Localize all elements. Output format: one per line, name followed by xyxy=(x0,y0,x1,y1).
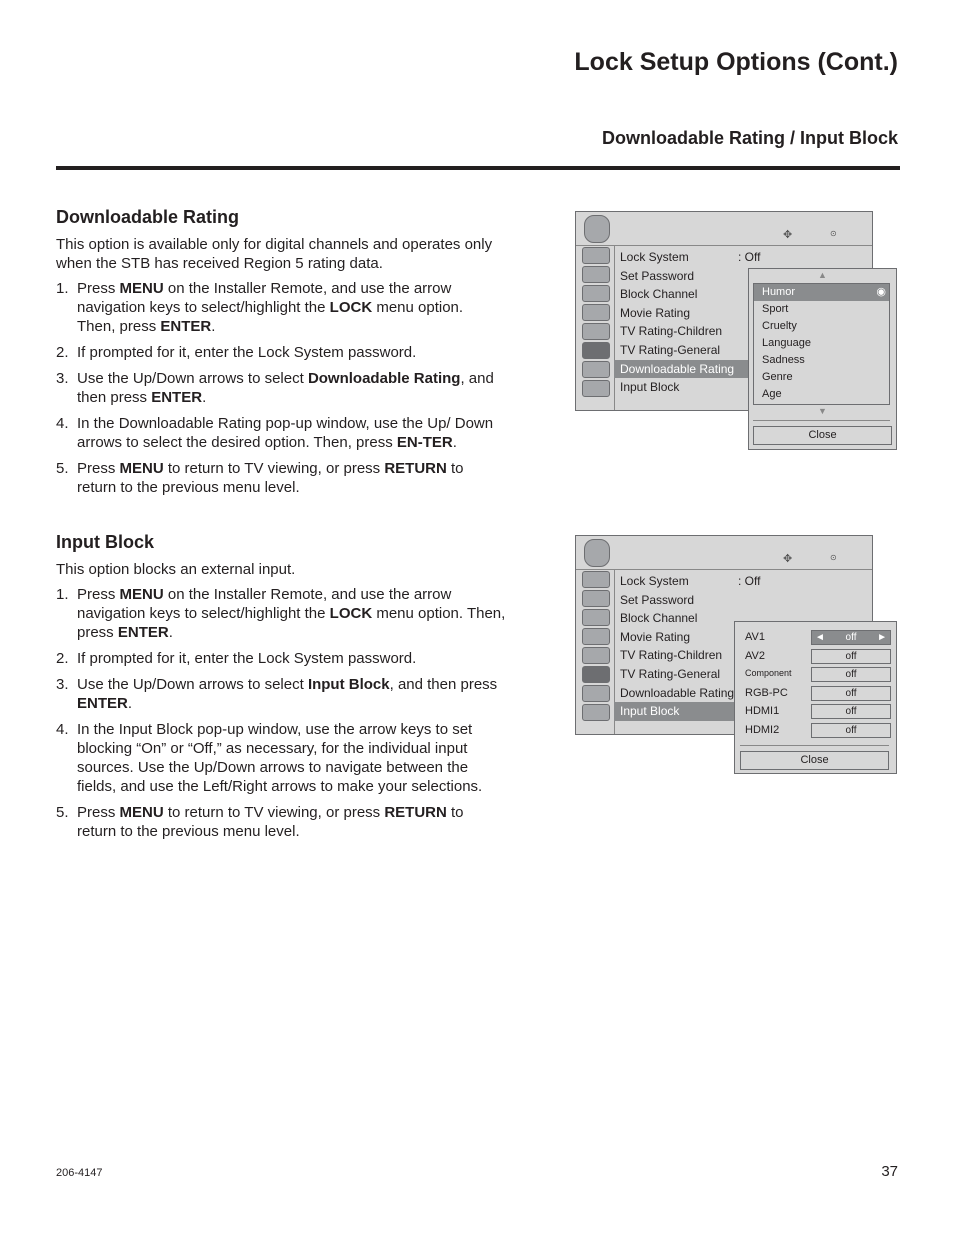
step-keyword: RETURN xyxy=(384,460,447,477)
installer-icon[interactable] xyxy=(582,704,610,721)
downloadable-rating-popup xyxy=(748,268,897,450)
menu-item[interactable] xyxy=(620,322,748,341)
rating-option-label: Sadness xyxy=(762,354,805,366)
menu-item-label: Movie Rating xyxy=(620,629,691,644)
step-keyword: ENTER xyxy=(117,624,169,641)
menu-item[interactable] xyxy=(614,702,748,721)
rating-option[interactable] xyxy=(754,284,889,301)
step-item xyxy=(56,414,501,452)
menu-item[interactable] xyxy=(620,267,748,286)
step-number: 2. xyxy=(56,344,69,361)
step-item xyxy=(56,649,506,668)
rating-option-label: Cruelty xyxy=(762,320,797,332)
step-text: on the Installer Remote, and use the arrow navigation keys to select/highlight the xyxy=(77,280,452,316)
input-block-value[interactable] xyxy=(811,649,891,664)
step-text: In the Downloadable Rating pop-up window, use the Up/ Down arrows to select the desired option. Then, press xyxy=(77,415,494,451)
menu-icon-column xyxy=(576,245,615,410)
step-text: Use the Up/Down arrows to select xyxy=(77,370,308,387)
step-text: In the Input Block pop-up window, use the arrow keys to set blocking “On” or “Off,” as necessary, for the individual input sources. Use the Up/Down arrows to navigate between the fields, and use the Left/Right arrows to make your selections. xyxy=(77,721,483,795)
lock-tab-icon[interactable] xyxy=(582,342,610,359)
lock-system-value: : Off xyxy=(738,574,761,588)
scroll-up-icon[interactable]: ▲ xyxy=(818,270,827,280)
close-button[interactable]: Close xyxy=(753,426,892,445)
setup-icon[interactable] xyxy=(582,247,610,264)
menu-item[interactable] xyxy=(620,609,748,628)
menu-item[interactable] xyxy=(620,591,748,610)
installer-icon[interactable] xyxy=(582,380,610,397)
step-number: 5. xyxy=(56,804,69,821)
step-keyword: MENU xyxy=(119,280,164,297)
menu-item[interactable] xyxy=(620,628,748,647)
step-text: menu option. Then, press xyxy=(77,299,464,335)
rating-option[interactable] xyxy=(754,335,889,352)
rating-option[interactable] xyxy=(754,369,889,386)
step-number: 4. xyxy=(56,721,69,738)
menu-item-label: Input Block xyxy=(620,704,680,719)
step-number: 2. xyxy=(56,650,69,667)
step-text: . xyxy=(211,318,216,335)
step-item xyxy=(56,343,501,362)
step-text: to return to the previous menu level. xyxy=(77,804,464,840)
menu-item[interactable] xyxy=(620,285,748,304)
menu-item[interactable] xyxy=(620,684,748,703)
step-item xyxy=(56,675,506,713)
rating-option[interactable] xyxy=(754,301,889,318)
step-keyword: EN-TER xyxy=(396,434,453,451)
section-title: Downloadable Rating / Input Block xyxy=(601,128,898,148)
step-text: on the Installer Remote, and use the arrow navigation keys to select/highlight the xyxy=(77,586,452,622)
input-block-value[interactable] xyxy=(811,667,891,682)
step-text: to return to TV viewing, or press xyxy=(163,804,385,821)
menu-item[interactable] xyxy=(620,378,748,397)
step-keyword: MENU xyxy=(119,586,164,603)
menu-item[interactable] xyxy=(620,341,748,360)
input-icon[interactable] xyxy=(582,685,610,702)
menu-item[interactable] xyxy=(614,360,748,379)
menu-item-label: TV Rating-General xyxy=(620,342,721,357)
step-keyword: ENTER xyxy=(77,695,128,712)
step-keyword: Input Block xyxy=(307,676,390,693)
step-text: . xyxy=(127,695,133,712)
audio-icon[interactable] xyxy=(582,285,610,302)
input-block-heading: Input Block xyxy=(56,532,154,552)
rating-option-list xyxy=(753,283,890,405)
menu-item[interactable] xyxy=(620,665,748,684)
step-keyword: LOCK xyxy=(329,605,373,622)
step-text: . xyxy=(202,389,207,406)
input-block-intro: This option blocks an external input. xyxy=(56,561,296,578)
step-text: , and then press xyxy=(77,370,494,406)
time-icon[interactable] xyxy=(582,304,610,321)
menu-item-label: TV Rating-General xyxy=(620,666,721,681)
menu-item-label: Downloadable Rating xyxy=(620,361,735,376)
step-text: menu option. Then, press xyxy=(77,605,506,641)
downloadable-rating-section xyxy=(56,207,501,504)
move-arrows-icon: ✥ xyxy=(783,229,793,241)
enter-icon: ⊙ xyxy=(830,553,837,562)
step-text: , and then press xyxy=(389,676,498,693)
step-text: If prompted for it, enter the Lock System password. xyxy=(77,650,417,667)
lock-icon xyxy=(584,539,610,567)
input-block-value[interactable] xyxy=(811,723,891,738)
step-item xyxy=(56,279,501,336)
enter-icon: ⊙ xyxy=(830,229,837,238)
input-block-value-text: off xyxy=(845,632,857,643)
input-block-value-text: off xyxy=(845,706,857,717)
menu-item-label: Input Block xyxy=(620,380,680,395)
rating-option-label: Humor xyxy=(762,286,796,298)
menu-item-label: Block Channel xyxy=(620,611,698,626)
option-icon[interactable] xyxy=(582,323,610,340)
step-text: Press xyxy=(77,804,120,821)
menu-item[interactable] xyxy=(620,572,761,591)
input-block-row xyxy=(745,630,895,645)
input-block-value[interactable] xyxy=(811,630,891,645)
step-item xyxy=(56,369,501,407)
input-block-value-text: off xyxy=(845,687,857,699)
step-text: Use the Up/Down arrows to select xyxy=(77,676,308,693)
step-number: 3. xyxy=(56,370,69,387)
lock-tab-icon[interactable] xyxy=(582,666,610,683)
menu-item[interactable] xyxy=(620,304,748,323)
rating-option-label: Language xyxy=(762,337,811,349)
input-icon[interactable] xyxy=(582,361,610,378)
left-arrow-icon[interactable]: ◄ xyxy=(815,632,825,643)
input-block-value-text: off xyxy=(845,650,857,662)
menu-item-label: Lock System xyxy=(620,250,689,264)
input-source-label: Component xyxy=(745,668,792,678)
step-number: 1. xyxy=(56,280,69,297)
menu-item-label: Block Channel xyxy=(620,287,698,302)
input-block-value-text: off xyxy=(845,724,857,736)
step-text: . xyxy=(452,434,457,451)
input-source-label: RGB-PC xyxy=(745,686,788,699)
input-block-row xyxy=(745,704,895,719)
input-source-label: HDMI1 xyxy=(745,705,780,717)
page-title: Lock Setup Options (Cont.) xyxy=(574,48,898,76)
step-number: 4. xyxy=(56,415,69,432)
setup-icon[interactable] xyxy=(582,571,610,588)
selected-radio-icon: ◉ xyxy=(876,286,886,298)
step-keyword: ENTER xyxy=(160,318,212,335)
input-block-row xyxy=(745,649,895,664)
step-keyword: LOCK xyxy=(329,299,373,316)
menu-icon-column xyxy=(576,569,615,734)
step-text: Press xyxy=(77,460,120,477)
step-keyword: RETURN xyxy=(384,804,447,821)
lock-icon xyxy=(584,215,610,243)
input-block-value[interactable] xyxy=(811,704,891,719)
header-rule xyxy=(56,166,900,170)
lock-menu-list xyxy=(620,248,761,397)
menu-item-label: Lock System xyxy=(620,574,689,588)
option-icon[interactable] xyxy=(582,647,610,664)
menu-item-label: Downloadable Rating xyxy=(620,685,735,700)
step-item xyxy=(56,720,506,796)
step-number: 1. xyxy=(56,586,69,603)
scroll-down-icon[interactable]: ▼ xyxy=(818,406,827,416)
menu-top-bar xyxy=(576,212,872,246)
input-block-value[interactable] xyxy=(811,686,891,701)
input-block-row xyxy=(745,686,895,701)
step-keyword: Downloadable Rating xyxy=(307,370,461,387)
step-keyword: MENU xyxy=(119,460,164,477)
input-block-row xyxy=(745,723,895,738)
menu-item[interactable] xyxy=(620,646,748,665)
input-source-label: HDMI2 xyxy=(745,723,780,736)
step-text: to return to the previous menu level. xyxy=(77,460,464,496)
rating-option-label: Sport xyxy=(762,303,789,315)
right-arrow-icon[interactable]: ► xyxy=(877,632,887,643)
menu-item-label: Set Password xyxy=(620,268,695,283)
menu-item[interactable] xyxy=(620,248,761,267)
step-text: . xyxy=(168,624,173,641)
popup-divider xyxy=(753,420,890,421)
menu-item-label: Movie Rating xyxy=(620,305,691,320)
menu-item-label: TV Rating-Children xyxy=(620,324,723,339)
input-block-section xyxy=(56,532,506,848)
input-block-value-text: off xyxy=(845,669,857,680)
step-text: Press xyxy=(77,586,120,603)
step-text: to return to TV viewing, or press xyxy=(163,460,385,477)
move-arrows-icon: ✥ xyxy=(783,553,793,565)
time-icon[interactable] xyxy=(582,628,610,645)
step-item xyxy=(56,803,506,841)
rating-option[interactable] xyxy=(754,318,889,335)
rating-option-label: Genre xyxy=(762,371,793,383)
rating-option[interactable] xyxy=(754,352,889,369)
downloadable-rating-steps xyxy=(56,279,501,497)
step-number: 5. xyxy=(56,460,69,477)
input-block-steps xyxy=(56,585,506,841)
step-item xyxy=(56,585,506,642)
audio-icon[interactable] xyxy=(582,609,610,626)
input-source-label: AV2 xyxy=(745,649,765,662)
step-keyword: MENU xyxy=(119,804,164,821)
picture-icon[interactable] xyxy=(582,266,610,283)
step-text: If prompted for it, enter the Lock System password. xyxy=(77,344,417,361)
input-block-popup xyxy=(734,621,897,774)
step-number: 3. xyxy=(56,676,69,693)
step-keyword: ENTER xyxy=(151,389,203,406)
input-source-label: AV1 xyxy=(745,631,765,643)
lock-system-value: : Off xyxy=(738,250,761,264)
rating-option-label: Age xyxy=(762,388,782,400)
popup-divider xyxy=(740,745,889,746)
downloadable-rating-intro: This option is available only for digital channels and operates only when the STB has received Region 5 rating data. xyxy=(56,236,493,272)
menu-item-label: Set Password xyxy=(620,592,695,607)
step-item xyxy=(56,459,501,497)
page-number: 37 xyxy=(881,1163,898,1180)
step-text: Press xyxy=(77,280,120,297)
downloadable-rating-heading: Downloadable Rating xyxy=(56,207,240,227)
rating-option[interactable] xyxy=(754,386,889,403)
document-code: 206-4147 xyxy=(56,1167,103,1179)
picture-icon[interactable] xyxy=(582,590,610,607)
close-button[interactable]: Close xyxy=(740,751,889,770)
input-block-row xyxy=(745,667,895,682)
menu-top-bar xyxy=(576,536,872,570)
menu-item-label: TV Rating-Children xyxy=(620,648,723,663)
